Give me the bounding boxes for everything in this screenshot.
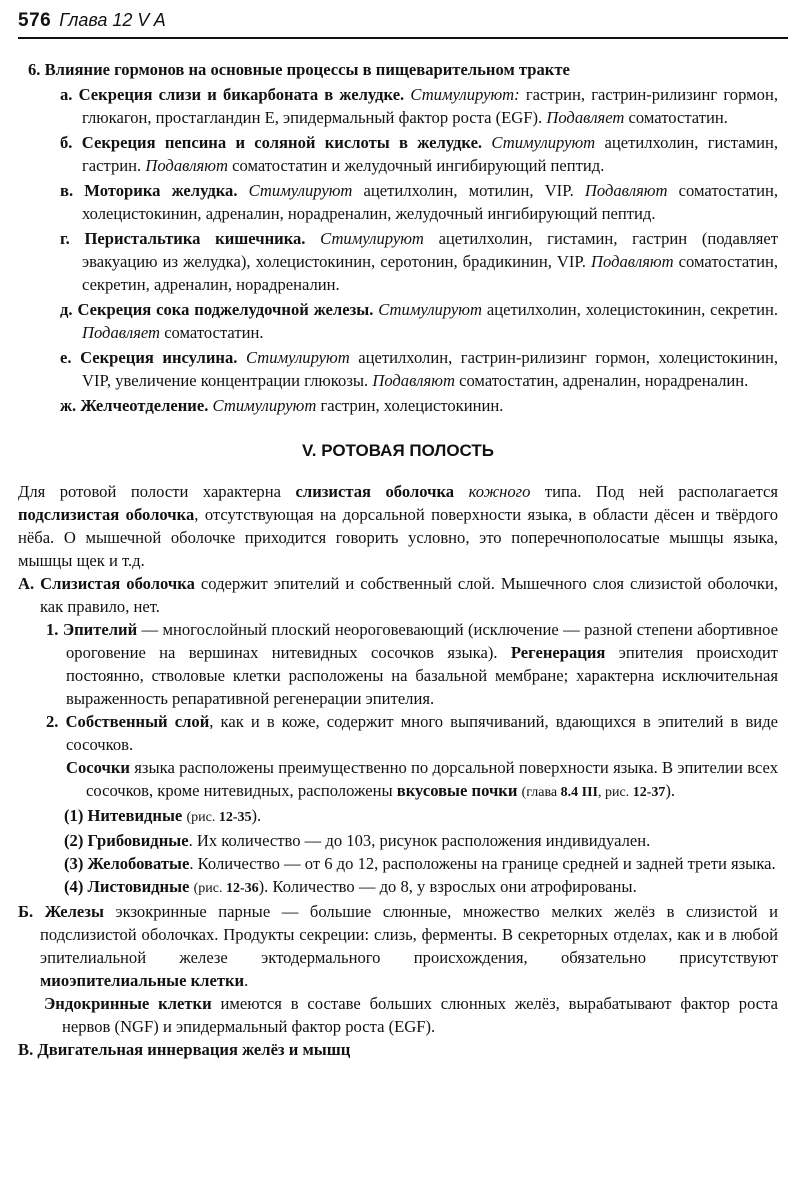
hormones-item xyxy=(18,179,778,225)
item-stim-text: ацетилхолин, холецистокинин, секретин. xyxy=(482,300,778,319)
item-mark: (4) xyxy=(64,877,84,896)
hormones-heading xyxy=(18,58,778,81)
item-head: Слизистая оболочка xyxy=(40,574,195,593)
item-text: ). Количество — до 8, у взрослых они атрофированы. xyxy=(258,877,637,896)
intro-term: подслизистая оболочка xyxy=(18,505,195,524)
item-mark: 2. xyxy=(46,712,59,731)
item-head: Секреция пепсина и соляной кислоты в желудке. xyxy=(81,133,483,152)
subsection-v xyxy=(18,1038,778,1061)
page-body xyxy=(18,58,778,1061)
item-mark: в. xyxy=(60,181,74,200)
item-stim-text: гастрин, гастрин-рилизинг гормон, глюкагон, простагландин E, эпидермальный фактор роста (EGF). xyxy=(82,85,778,127)
section-heading: V. РОТОВАЯ ПОЛОСТЬ xyxy=(301,441,495,460)
item-mark: 1. xyxy=(46,620,59,639)
hormones-item xyxy=(18,83,778,129)
hormones-list xyxy=(18,83,778,417)
item-mark: б. xyxy=(60,133,73,152)
figure-ref: (глава xyxy=(521,785,561,800)
item-head: Грибовидные xyxy=(87,831,189,850)
item-supp-text: соматостатин. xyxy=(160,323,264,342)
subsection-a1 xyxy=(18,618,778,710)
item-mark: ж. xyxy=(60,396,77,415)
item-mark: А. xyxy=(18,574,35,593)
endocrine-paragraph xyxy=(18,992,778,1038)
item-mark: (1) xyxy=(64,806,84,825)
item-head: Секреция слизи и бикарбоната в желудке. xyxy=(78,85,405,104)
item-head: Перистальтика кишечника. xyxy=(84,229,306,248)
item-text: . xyxy=(244,971,249,990)
subsection-b xyxy=(18,900,778,992)
figure-ref: (рис. xyxy=(186,810,219,825)
figure-ref: 12-37 xyxy=(632,785,666,800)
item-stim-text: ацетилхолин, гистамин, гастрин. xyxy=(82,133,779,175)
item-supp-label: Подавляют xyxy=(145,156,228,175)
item-supp-label: Подавляют xyxy=(372,371,455,390)
item-mark: В. xyxy=(18,1040,34,1059)
item-mark: г. xyxy=(60,229,70,248)
figure-ref: 8.4 III xyxy=(560,785,598,800)
papillae-item xyxy=(18,804,778,829)
item-mark: д. xyxy=(60,300,73,319)
item-term: Регенерация xyxy=(510,643,606,662)
papillae-item xyxy=(18,829,778,852)
item-text: ). xyxy=(665,781,676,800)
item-text: языка расположены преимущественно по дорсальной поверхности языка. В эпителии всех сосочков, кроме нитевидных, расположены xyxy=(86,758,778,800)
item-head: Секреция инсулина. xyxy=(80,348,238,367)
hormones-item xyxy=(18,227,778,296)
figure-ref: (рис. xyxy=(193,881,226,896)
papillae-item xyxy=(18,852,778,875)
hormones-item xyxy=(18,298,778,344)
item-stim-label: Стимулируют xyxy=(212,396,317,415)
item-supp-label: Подавляет xyxy=(546,108,625,127)
papillae-item xyxy=(18,875,778,900)
papillae-paragraph xyxy=(18,756,778,804)
item-supp-label: Подавляют xyxy=(584,181,668,200)
item-supp-text: соматостатин, секретин, адреналин, норадреналин. xyxy=(82,252,778,294)
item-stim-label: Стимулируют xyxy=(320,229,424,248)
item-head: Собственный слой xyxy=(65,712,210,731)
item-mark: е. xyxy=(60,348,72,367)
intro-text: Для ротовой полости характерна xyxy=(18,482,296,501)
item-supp-text: соматостатин. xyxy=(624,108,728,127)
item-head: Секреция сока поджелудочной железы. xyxy=(77,300,374,319)
hormones-heading-number: 6. xyxy=(28,60,41,79)
item-term: вкусовые почки xyxy=(396,781,518,800)
item-stim-label: Стимулируют: xyxy=(410,85,520,104)
item-stim-text: ацетилхолин, мотилин, VIP. xyxy=(352,181,574,200)
item-text: . Количество — от 6 до 12, расположены на границе средней и задней трети языка. xyxy=(189,854,776,873)
item-text: эпителия происходит постоянно, стволовые клетки расположены на базальной мембране; характерна исключительная выраженность репаративной регенерации эпителия. xyxy=(66,643,778,708)
item-stim-label: Стимулируют xyxy=(378,300,482,319)
item-text: содержит эпителий и собственный слой. Мышечного слоя слизистой оболочки, как правило, нет. xyxy=(40,574,778,616)
figure-ref: , рис. xyxy=(598,785,633,800)
page-number: 576 xyxy=(18,10,52,31)
item-supp-label: Подавляют xyxy=(591,252,674,271)
item-head: Желчеотделение. xyxy=(80,396,209,415)
item-stim-text: ацетилхолин, гистамин, гастрин (подавляет эвакуацию из желудка), холецистокинин, серотонин, брадикинин, VIP. xyxy=(82,229,779,271)
item-stim-label: Стимулируют xyxy=(491,133,596,152)
running-head xyxy=(18,10,788,38)
item-text: имеются в составе больших слюнных желёз, вырабатывают фактор роста нервов (NGF) и эпидермальный фактор роста (EGF). xyxy=(62,994,778,1036)
item-mark: (2) xyxy=(64,831,84,850)
item-text: экзокринные парные — большие слюнные, множество мелких желёз в слизистой и подслизистой оболочках. Продукты секреции: слизь, ферменты. В секреторных отделах, как и в любой эпителиальной железе эктодермального происхождения, обязательно присутствуют xyxy=(40,902,778,967)
hormones-heading-text: Влияние гормонов на основные процессы в пищеварительном тракте xyxy=(44,60,570,79)
item-head: Эндокринные клетки xyxy=(44,994,212,1013)
item-text: , как и в коже, содержит много выпячиваний, вдающихся в эпителий в виде сосочков. xyxy=(66,712,779,754)
hormones-item xyxy=(18,131,778,177)
item-stim-label: Стимулируют xyxy=(245,348,350,367)
item-head: Эпителий xyxy=(62,620,138,639)
item-head: Моторика желудка. xyxy=(84,181,238,200)
figure-ref: 12-35 xyxy=(218,810,252,825)
item-head: Двигательная иннервация желёз и мышц xyxy=(37,1040,351,1059)
item-supp-text: соматостатин и желудочный ингибирующий пептид. xyxy=(227,156,605,175)
item-supp-label: Подавляет xyxy=(82,323,161,342)
item-mark: (3) xyxy=(64,854,84,873)
chapter-title: Глава 12 V A xyxy=(59,10,166,30)
item-text: ). xyxy=(251,806,262,825)
item-text: — многослойный плоский неороговевающий (исключение — разной степени абортивное ороговение на вершинах нитевидных сосочков языка). xyxy=(66,620,778,662)
item-stim-text: ацетилхолин, гастрин-рилизинг гормон, холецистокинин, VIP, увеличение концентрации глюкозы. xyxy=(82,348,779,390)
item-term: миоэпителиальные клетки xyxy=(40,971,245,990)
figure-ref: 12-36 xyxy=(225,881,259,896)
item-mark: Б. xyxy=(18,902,34,921)
item-mark: а. xyxy=(60,85,73,104)
subsection-a2 xyxy=(18,710,778,756)
item-supp-text: соматостатин, адреналин, норадреналин. xyxy=(454,371,749,390)
item-stim-text: гастрин, холецистокинин. xyxy=(316,396,504,415)
item-head: Нитевидные xyxy=(87,806,183,825)
header-rule xyxy=(18,37,788,39)
item-head: Сосочки xyxy=(66,758,130,777)
item-supp-text: соматостатин, холецистокинин, адреналин, норадреналин, желудочный ингибирующий пептид. xyxy=(82,181,778,223)
item-head: Желобоватые xyxy=(87,854,190,873)
intro-emphasis: кожного xyxy=(468,482,531,501)
intro-text xyxy=(454,482,469,501)
hormones-item xyxy=(18,394,778,417)
intro-text: типа. Под ней располагается xyxy=(530,482,779,501)
item-stim-label: Стимулируют xyxy=(248,181,353,200)
hormones-item xyxy=(18,346,778,392)
subsection-a xyxy=(18,572,778,618)
papillae-list xyxy=(18,804,778,900)
item-head: Листовидные xyxy=(87,877,190,896)
section-intro xyxy=(18,480,778,572)
intro-text: , отсутствующая на дорсальной поверхности языка, в области дёсен и твёрдого нёба. О мышечной оболочке приходится говорить условно, это поперечнополосатые мышцы языка, мышцы щек и т.д. xyxy=(18,505,778,570)
item-head: Железы xyxy=(44,902,104,921)
item-text: . Их количество — до 103, рисунок расположения индивидуален. xyxy=(188,831,651,850)
intro-term: слизистая оболочка xyxy=(295,482,455,501)
